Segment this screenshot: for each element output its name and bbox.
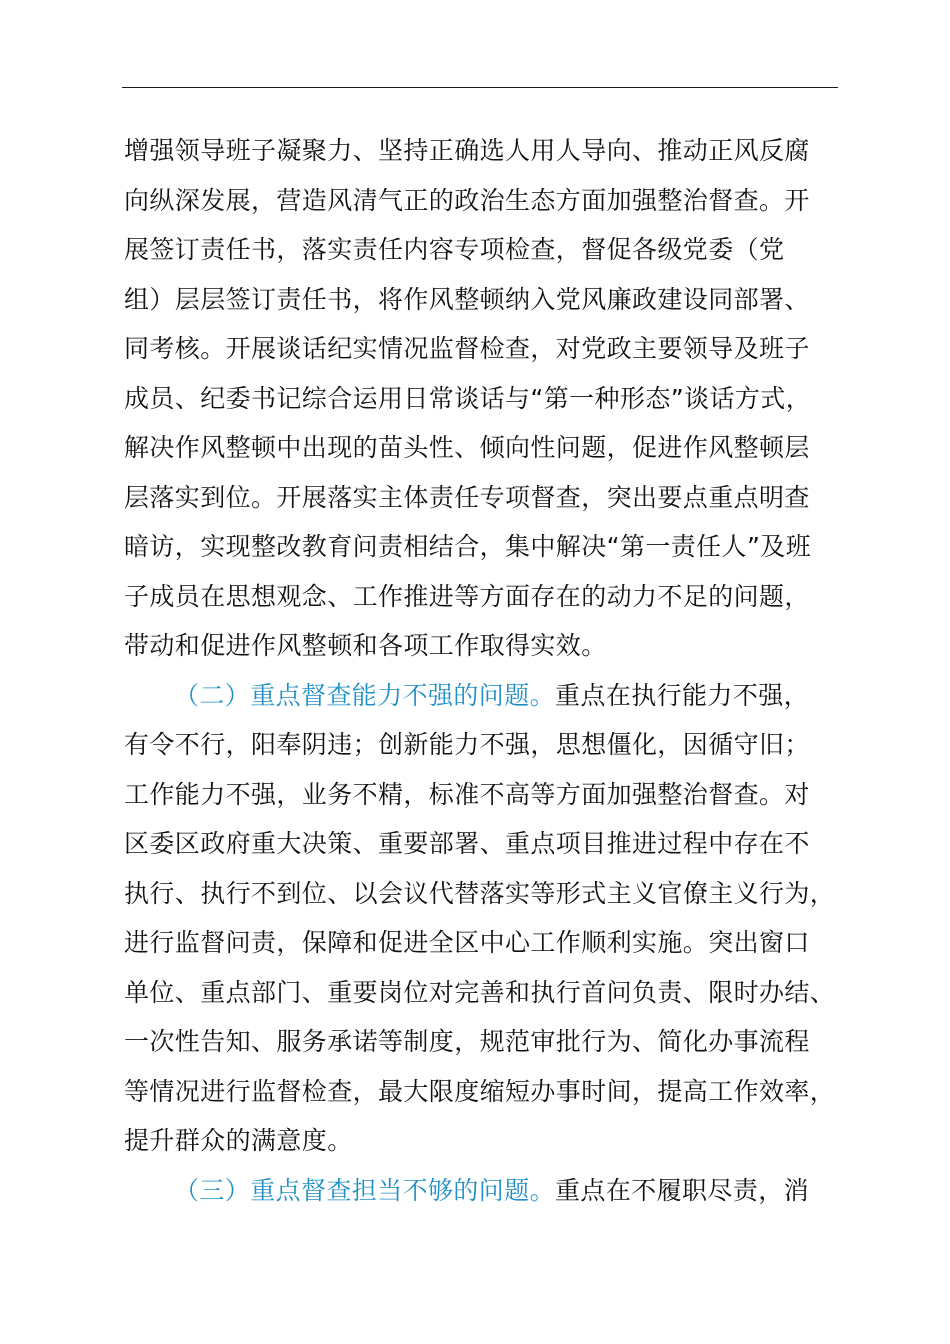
body-line: 展签订责任书，落实责任内容专项检查，督促各级党委（党 [124, 235, 785, 264]
section-3-lead-text: 重点在不履职尽责，消 [555, 1175, 810, 1205]
section-3-first-line [124, 1166, 859, 1216]
section-heading-3: （三）重点督查担当不够的问题。 [174, 1175, 556, 1205]
body-line: 向纵深发展，营造风清气正的政治生态方面加强整治督查。开 [124, 185, 810, 215]
body-line: 有令不行，阳奉阴违；创新能力不强，思想僵化，因循守旧； [124, 730, 810, 759]
body-line: 成员、纪委书记综合运用日常谈话与“第一种形态”谈话方式， [124, 383, 812, 413]
body-line: 子成员在思想观念、工作推进等方面存在的动力不足的问题， [124, 581, 810, 611]
header-rule [122, 87, 838, 88]
body-line: 进行监督问责，保障和促进全区中心工作顺利实施。突出窗口 [124, 928, 810, 957]
body-line: 提升群众的满意度。 [124, 1126, 353, 1155]
body-line: 层落实到位。开展落实主体责任专项督查，突出要点重点明查 [124, 482, 810, 512]
body-line: 解决作风整顿中出现的苗头性、倾向性问题，促进作风整顿层 [124, 433, 810, 462]
body-line: 增强领导班子凝聚力、坚持正确选人用人导向、推动正风反腐 [124, 136, 810, 165]
body-line: 带动和促进作风整顿和各项工作取得实效。 [124, 631, 607, 660]
body-line: 等情况进行监督检查，最大限度缩短办事时间，提高工作效率， [124, 1076, 836, 1106]
body-line: 组）层层签订责任书，将作风整顿纳入党风廉政建设同部署、 [124, 284, 810, 314]
section-2-lead-text: 重点在执行能力不强， [555, 680, 810, 710]
body-line: 区委区政府重大决策、重要部署、重点项目推进过程中存在不 [124, 829, 810, 858]
body-line: 暗访，实现整改教育问责相结合，集中解决“第一责任人”及班 [124, 532, 812, 561]
body-line: 单位、重点部门、重要岗位对完善和执行首问负责、限时办结、 [124, 977, 836, 1007]
document-body [124, 126, 859, 1215]
section-heading-2: （二）重点督查能力不强的问题。 [174, 680, 556, 710]
body-line: 执行、执行不到位、以会议代替落实等形式主义官僚主义行为， [124, 878, 836, 908]
body-line: 一次性告知、服务承诺等制度，规范审批行为、简化办事流程 [124, 1027, 810, 1056]
section-2-first-line [124, 671, 859, 721]
body-line: 工作能力不强，业务不精，标准不高等方面加强整治督查。对 [124, 779, 810, 809]
body-line: 同考核。开展谈话纪实情况监督检查，对党政主要领导及班子 [124, 334, 810, 363]
